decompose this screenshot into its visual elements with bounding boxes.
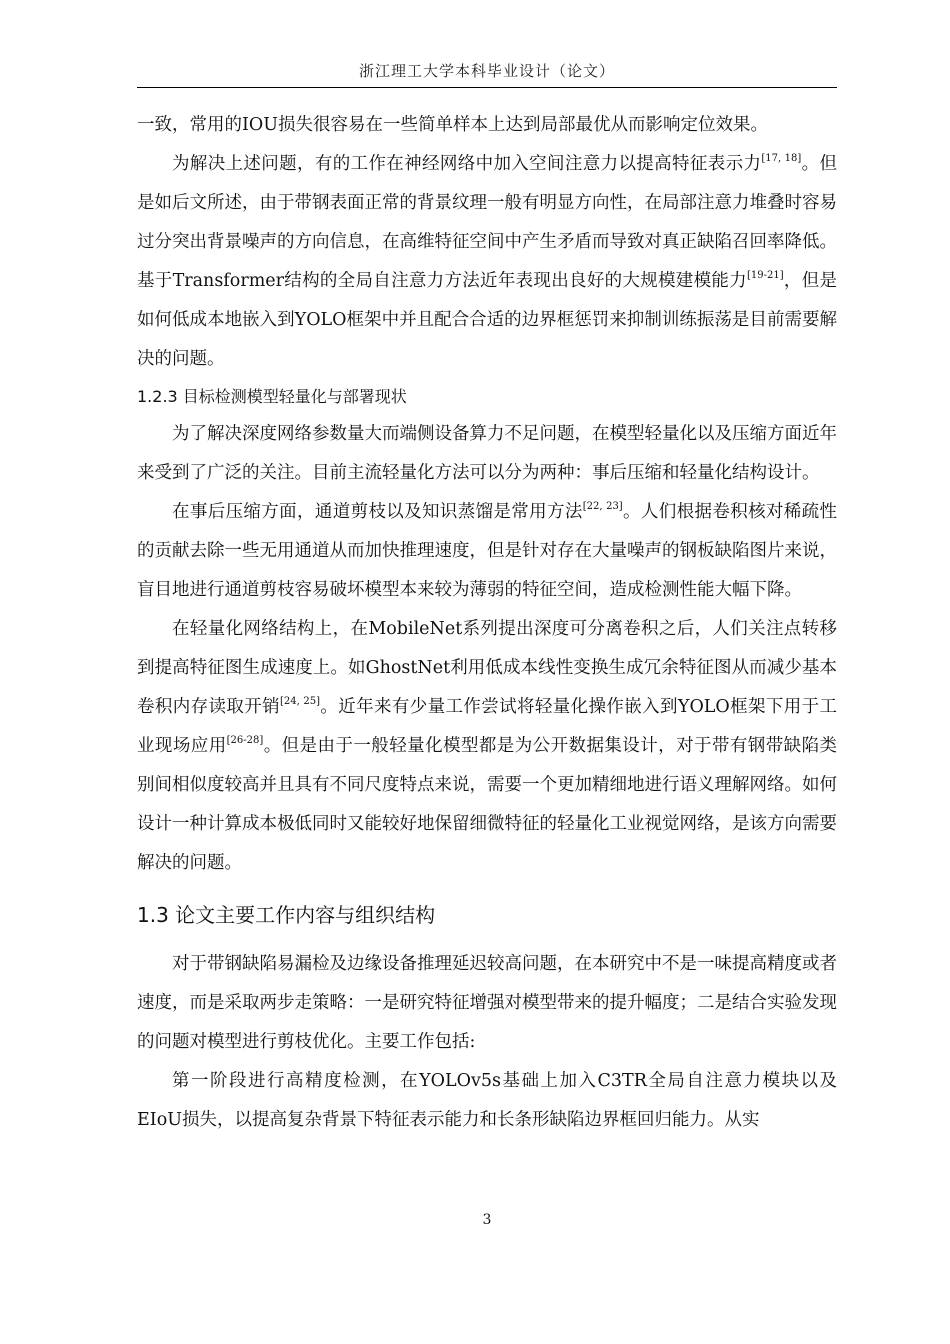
citation[interactable]: [24, 25] (280, 696, 321, 707)
paragraph: 第一阶段进行高精度检测，在YOLOv5s基础上加入C3TR全局自注意力模块以及EIoU损失，以提高复杂背景下特征表示能力和长条形缺陷边界框回归能力。从实 (137, 1071, 837, 1130)
header-rule (137, 87, 837, 88)
paragraph: 为解决上述问题，有的工作在神经网络中加入空间注意力以提高特征表示力[17, 18]。但是如后文所述，由于带钢表面正常的背景纹理一般有明显方向性，在局部注意力堆叠时容易过分突出背景噪声的方向信息，在高维特征空间中产生矛盾而导致对真正缺陷召回率降低。基于Transformer结构的全局自注意力方法近年表现出良好的大规模建模能力[19-21]，但是如何低成本地嵌入到YOLO框架中并且配合合适的边界框惩罚来抑制训练振荡是目前需要解决的问题。 (137, 153, 838, 369)
page-header: 浙江理工大学本科毕业设计（论文） (358, 62, 615, 80)
section-heading-1-2-3: 1.2.3 目标检测模型轻量化与部署现状 (137, 387, 407, 406)
section-heading-1-3: 1.3 论文主要工作内容与组织结构 (137, 903, 436, 927)
paragraph: 在事后压缩方面，通道剪枝以及知识蒸馏是常用方法[22, 23]。人们根据卷积核对稀疏性的贡献去除一些无用通道从而加快推理速度，但是针对存在大量噪声的钢板缺陷图片来说，盲目地进行通道剪枝容易破坏模型本来较为薄弱的特征空间，造成检测性能大幅下降。 (137, 501, 837, 600)
citation[interactable]: [26-28] (226, 735, 264, 746)
citation[interactable]: [22, 23] (582, 501, 623, 512)
page-number: 3 (482, 1212, 492, 1228)
paragraph: 一致，常用的IOU损失很容易在一些简单样本上达到局部最优从而影响定位效果。 (137, 115, 769, 135)
citation[interactable]: [17, 18] (761, 153, 802, 164)
citation[interactable]: [19-21] (746, 270, 784, 281)
paragraph: 在轻量化网络结构上，在MobileNet系列提出深度可分离卷积之后，人们关注点转移到提高特征图生成速度上。如GhostNet利用低成本线性变换生成冗余特征图从而减少基本卷积内存读取开销[24, 25]。近年来有少量工作尝试将轻量化操作嵌入到YOLO框架下用于工业现场应用[26-28]。但是由于一般轻量化模型都是为公开数据集设计，对于带有钢带缺陷类别间相似度较高并且具有不同尺度特点来说，需要一个更加精细地进行语义理解网络。如何设计一种计算成本极低同时又能较好地保留细微特征的轻量化工业视觉网络，是该方向需要解决的问题。 (137, 619, 838, 873)
page-body (137, 106, 837, 1140)
paragraph: 对于带钢缺陷易漏检及边缘设备推理延迟较高问题，在本研究中不是一味提高精度或者速度，而是采取两步走策略：一是研究特征增强对模型带来的提升幅度；二是结合实验发现的问题对模型进行剪枝优化。主要工作包括: (137, 954, 837, 1052)
paragraph: 为了解决深度网络参数量大而端侧设备算力不足问题，在模型轻量化以及压缩方面近年来受到了广泛的关注。目前主流轻量化方法可以分为两种：事后压缩和轻量化结构设计。 (137, 424, 837, 483)
